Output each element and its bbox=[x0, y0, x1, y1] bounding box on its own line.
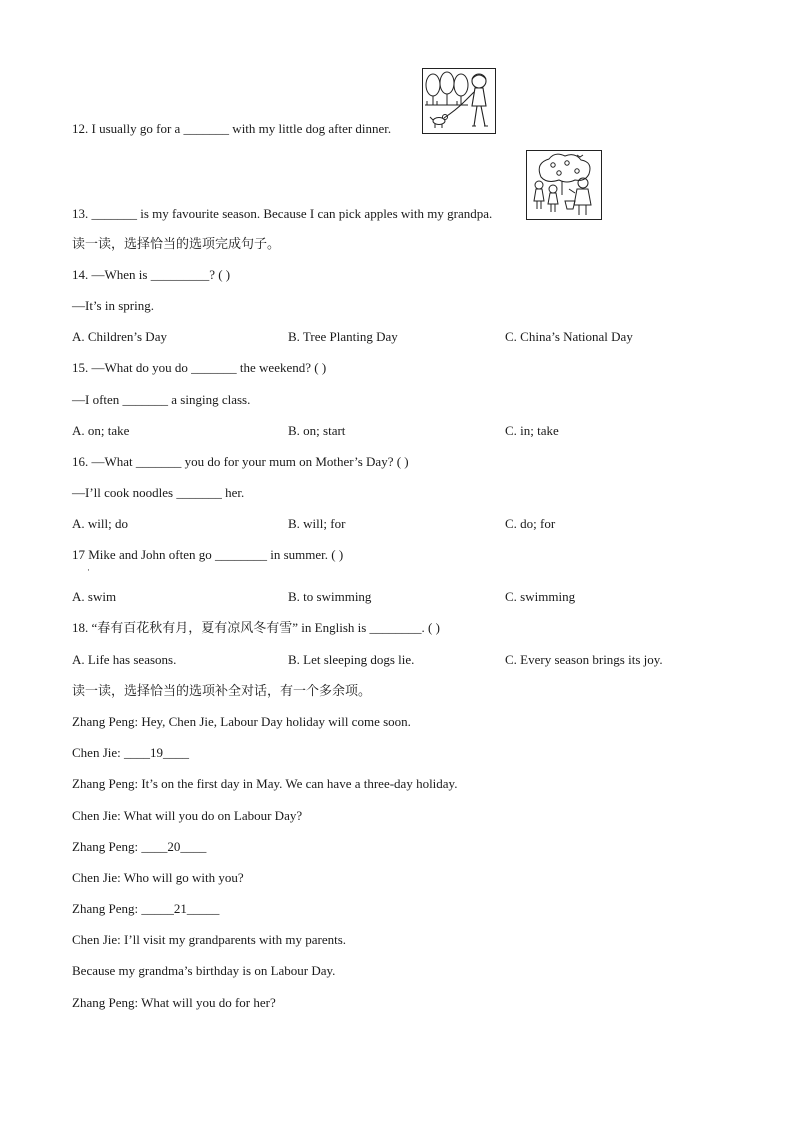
question-16-answer-line: —I’ll cook noodles _______ her. bbox=[72, 485, 245, 500]
apple-picking-illustration bbox=[527, 151, 601, 219]
walking-dog-illustration bbox=[423, 69, 495, 133]
q18-option-a[interactable]: A. Life has seasons. bbox=[72, 652, 177, 667]
dialogue-line: Chen Jie: Who will go with you? bbox=[72, 870, 244, 885]
dialogue-line: Chen Jie: ____19____ bbox=[72, 745, 189, 760]
q16-option-c[interactable]: C. do; for bbox=[505, 516, 556, 531]
question-17: 17 Mike and John often go ________ in summer. ( ) bbox=[72, 547, 344, 562]
q17-option-a[interactable]: A. swim bbox=[72, 589, 117, 604]
q15-option-b[interactable]: B. on; start bbox=[288, 423, 346, 438]
question-18: 18. “春有百花秋有月，夏有凉风冬有雪” in English is ________. ( ) bbox=[72, 620, 440, 635]
dialogue-line: Zhang Peng: Hey, Chen Jie, Labour Day holiday will come soon. bbox=[72, 714, 411, 729]
q17-dot-mark: · bbox=[87, 565, 90, 575]
dialogue-line: Zhang Peng: What will you do for her? bbox=[72, 995, 276, 1010]
q17-option-b[interactable]: B. to swimming bbox=[288, 589, 372, 604]
apple-picking-picture bbox=[526, 150, 602, 220]
question-15: 15. —What do you do _______ the weekend? ( ) bbox=[72, 360, 327, 375]
section-2-instruction: 读一读，选择恰当的选项补全对话，有一个多余项。 bbox=[72, 683, 372, 698]
dialogue-line: Zhang Peng: ____20____ bbox=[72, 839, 207, 854]
q18-option-b[interactable]: B. Let sleeping dogs lie. bbox=[288, 652, 415, 667]
dialogue-line: Because my grandma’s birthday is on Labour Day. bbox=[72, 963, 336, 978]
dialogue-line: Chen Jie: What will you do on Labour Day? bbox=[72, 808, 303, 823]
walking-dog-picture bbox=[422, 68, 496, 134]
q18-option-c[interactable]: C. Every season brings its joy. bbox=[505, 652, 663, 667]
q16-option-b[interactable]: B. will; for bbox=[288, 516, 346, 531]
section-1-instruction: 读一读，选择恰当的选项完成句子。 bbox=[72, 236, 281, 251]
question-14-answer-line: —It’s in spring. bbox=[72, 298, 154, 313]
question-15-answer-line: —I often _______ a singing class. bbox=[72, 392, 251, 407]
dialogue-line: Zhang Peng: It’s on the first day in May. We can have a three-day holiday. bbox=[72, 776, 458, 791]
q14-option-c[interactable]: C. China’s National Day bbox=[505, 329, 633, 344]
q17-option-c[interactable]: C. swimming bbox=[505, 589, 576, 604]
dialogue-line: Zhang Peng: _____21_____ bbox=[72, 901, 220, 916]
question-13: 13. _______ is my favourite season. Because I can pick apples with my grandpa. bbox=[72, 206, 493, 221]
question-12: 12. I usually go for a _______ with my little dog after dinner. bbox=[72, 121, 392, 136]
q14-option-b[interactable]: B. Tree Planting Day bbox=[288, 329, 398, 344]
q14-option-a[interactable]: A. Children’s Day bbox=[72, 329, 167, 344]
question-14: 14. —When is _________? ( ) bbox=[72, 267, 231, 282]
question-16: 16. —What _______ you do for your mum on Mother’s Day? ( ) bbox=[72, 454, 409, 469]
dialogue-line: Chen Jie: I’ll visit my grandparents with my parents. bbox=[72, 932, 347, 947]
q15-option-a[interactable]: A. on; take bbox=[72, 423, 130, 438]
q15-option-c[interactable]: C. in; take bbox=[505, 423, 559, 438]
q16-option-a[interactable]: A. will; do bbox=[72, 516, 128, 531]
